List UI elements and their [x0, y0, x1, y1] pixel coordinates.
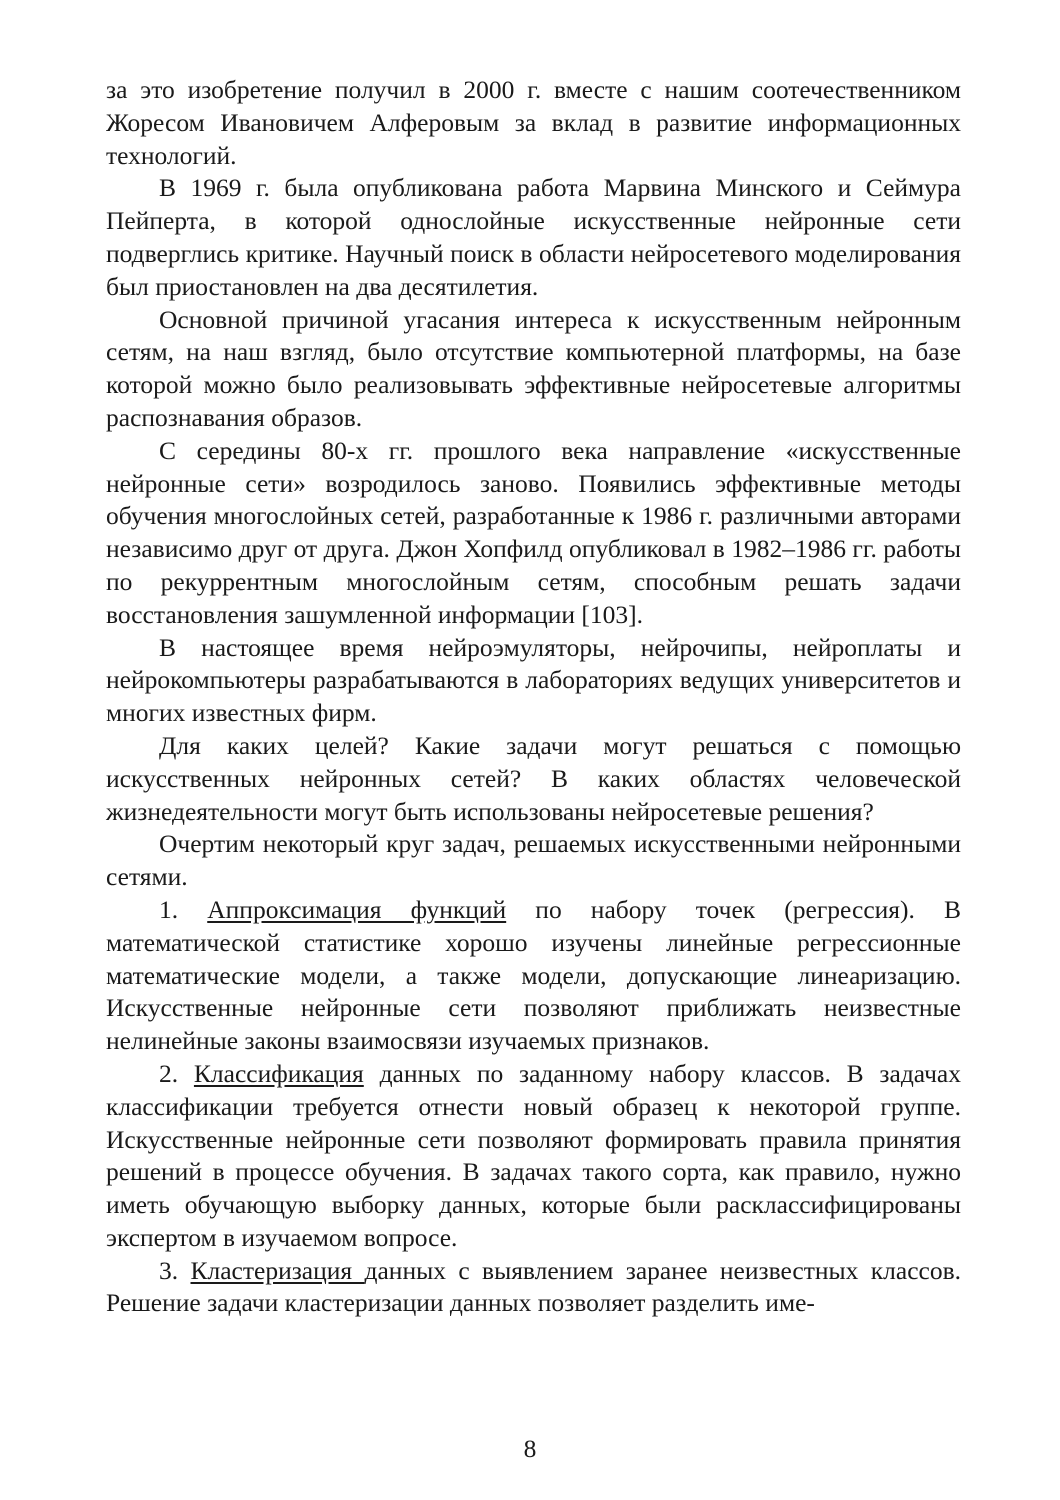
list-item [106, 1255, 961, 1321]
list-item [106, 1058, 961, 1255]
paragraph: Для каких целей? Какие задачи могут решаться с помощью искусственных нейронных сетей? В каких областях человеческой жизнедеятельности могут быть использованы нейросетевые решения? [106, 730, 961, 826]
paragraph: С середины 80-х гг. прошлого века направление «искусственные нейронные сети» возродилось заново. Появились эффективные методы обучения многослойных сетей, разработанные к 1986 г. различными авторами независимо друг от друга. Джон Хопфилд опубликовал в 1982–1986 гг. работы по рекуррентным многослойным сетям, способным решать задачи восстановления зашумленной информации [103]. [106, 435, 961, 629]
list-item-term: Аппроксимация функций [207, 894, 507, 924]
list-item-term: Кластеризация [190, 1255, 365, 1285]
paragraph: В 1969 г. была опубликована работа Марвина Минского и Сеймура Пейперта, в которой однослойные искусственные нейронные сети подверглись критике. Научный поиск в области нейросетевого моделирования был приостановлен на два десятилетия. [106, 173, 961, 301]
list-item-number: 2. [159, 1058, 194, 1088]
paragraph: В настоящее время нейроэмуляторы, нейрочипы, нейроплаты и нейрокомпьютеры разрабатываются в лабораториях ведущих университетов и многих известных фирм. [106, 632, 961, 728]
page-number: 8 [523, 1434, 537, 1463]
list-item-text: данных с выявлением заранее неизвестных классов. Решение задачи кластеризации данных позволяет разделить име- [106, 1255, 962, 1318]
list-item-text: данных по заданному набору классов. В задачах классификации требуется отнести новый образец к некоторой группе. Искусственные нейронные сети позволяют формировать правила принятия решений в процессе обучения. В задачах такого сорта, как правило, нужно иметь обучающую выборку данных, которые были расклассифицированы экспертом в изучаемом вопросе. [106, 1058, 961, 1252]
paragraph: Очертим некоторый круг задач, решаемых искусственными нейронными сетями. [106, 829, 961, 892]
page-body [106, 74, 961, 1320]
list-item-number: 1. [159, 894, 208, 924]
list-item-number: 3. [159, 1255, 191, 1285]
paragraph: за это изобретение получил в 2000 г. вместе с нашим соотечественником Жоресом Ивановичем Алферовым за вклад в развитие информационных технологий. [106, 75, 961, 170]
paragraph: Основной причиной угасания интереса к искусственным нейронным сетям, на наш взгляд, было отсутствие компьютерной платформы, на базе которой можно было реализовывать эффективные нейросетевые алгоритмы распознавания образов. [106, 304, 961, 432]
list-item [106, 894, 961, 1058]
list-item-text: по набору точек (регрессия). В математической статистике хорошо изучены линейные регрессионные математические модели, а также модели, допускающие линеаризацию. Искусственные нейронные сети позволяют приближать неизвестные нелинейные законы взаимосвязи изучаемых признаков. [106, 894, 961, 1056]
list-item-term: Классификация [193, 1058, 364, 1088]
